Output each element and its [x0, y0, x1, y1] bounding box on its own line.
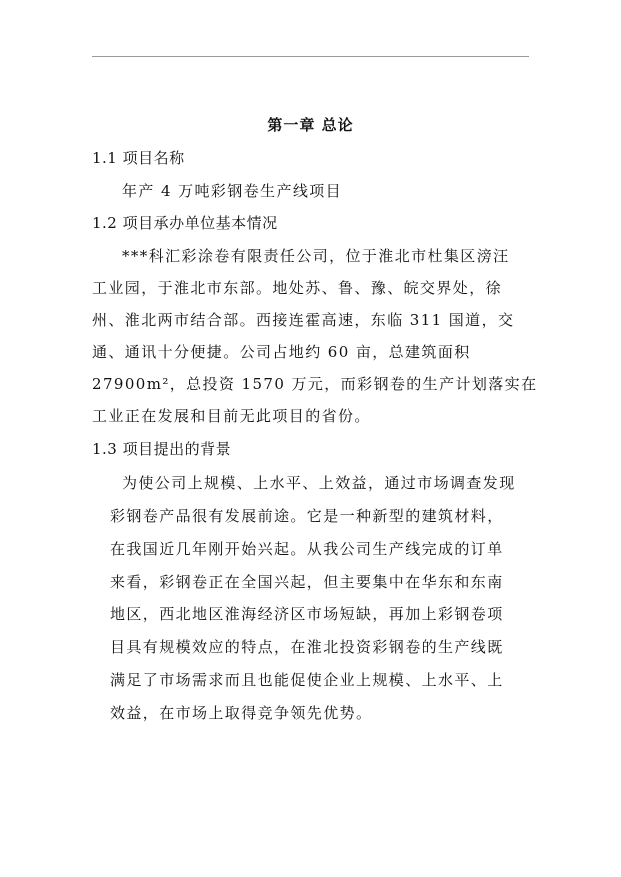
- paragraph-line: 地区，西北地区淮海经济区市场短缺，再加上彩钢卷项: [110, 605, 504, 623]
- section-heading: 1.1 项目名称: [92, 149, 185, 167]
- paragraph-line: 工业正在发展和目前无此项目的省份。: [92, 407, 371, 425]
- paragraph-line: ***科汇彩涂卷有限责任公司，位于淮北市杜集区滂汪: [122, 247, 510, 265]
- paragraph-line: 27900m²，总投资 1570 万元，而彩钢卷的生产计划落实在: [92, 375, 538, 393]
- section-heading: 1.3 项目提出的背景: [92, 440, 232, 458]
- paragraph-line: 彩钢卷产品很有发展前途。它是一种新型的建筑材料，: [110, 507, 504, 525]
- paragraph-line: 工业园，于淮北市东部。地处苏、鲁、豫、皖交界处，徐: [92, 279, 503, 297]
- paragraph-line: 通、通讯十分便捷。公司占地约 60 亩，总建筑面积: [92, 343, 471, 361]
- paragraph-line: 来看，彩钢卷正在全国兴起，但主要集中在华东和东南: [110, 573, 504, 591]
- paragraph-line: 年产 4 万吨彩钢卷生产线项目: [122, 182, 343, 200]
- paragraph-line: 效益，在市场上取得竞争领先优势。: [110, 704, 373, 722]
- paragraph-line: 在我国近几年刚开始兴起。从我公司生产线完成的订单: [110, 540, 504, 558]
- paragraph-line: 目具有规模效应的特点，在淮北投资彩钢卷的生产线既: [110, 638, 504, 656]
- header-rule: [92, 56, 529, 57]
- section-heading: 1.2 项目承办单位基本情况: [92, 214, 278, 232]
- paragraph-line: 州、淮北两市结合部。西接连霍高速，东临 311 国道，交: [92, 311, 515, 329]
- chapter-title: 第一章 总论: [267, 116, 354, 134]
- paragraph-line: 为使公司上规模、上水平、上效益，通过市场调查发现: [122, 474, 516, 492]
- paragraph-line: 满足了市场需求而且也能促使企业上规模、上水平、上: [110, 671, 504, 689]
